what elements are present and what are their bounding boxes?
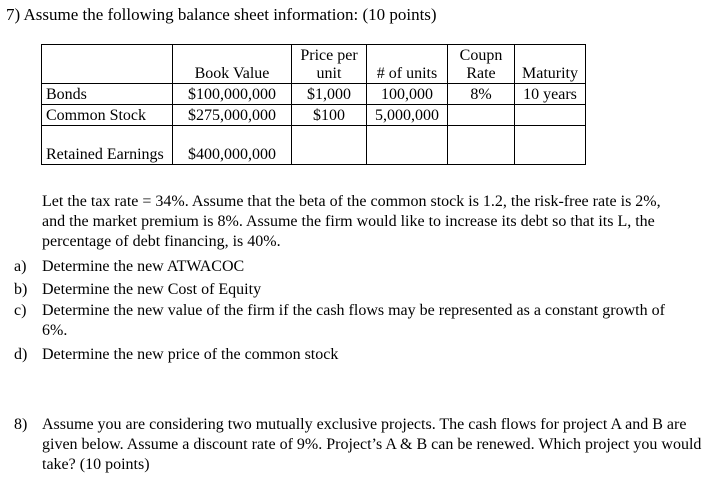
stock-maturity <box>515 105 586 126</box>
stock-book-value: $275,000,000 <box>173 105 292 126</box>
table-row <box>42 105 586 126</box>
stock-coupon <box>448 105 515 126</box>
question-8-text: Assume you are considering two mutually exclusive projects. The cash flows for project A and B are given below. Assume a discount rate of 9%. Project’s A & B can be renewed. Which project you would take? (10 points) <box>42 416 702 473</box>
question-8 <box>14 415 714 475</box>
header-blank-cell <box>42 45 173 84</box>
row-label-bonds: Bonds <box>42 84 173 105</box>
item-d-label: d) <box>14 346 28 363</box>
bonds-price: $1,000 <box>292 84 367 105</box>
question-7-paragraph: Let the tax rate = 34%. Assume that the beta of the common stock is 1.2, the risk-free rate is 2%, and the market premium is 8%. Assume the firm would like to increase its debt so that its L, the percentage of debt financing, is 40%. <box>42 193 661 250</box>
header-coupon-rate: Coupn Rate <box>448 45 515 84</box>
balance-sheet-table <box>41 44 586 165</box>
retained-coupon <box>448 126 515 165</box>
bonds-maturity: 10 years <box>515 84 586 105</box>
list-item <box>14 345 692 365</box>
bonds-coupon: 8% <box>448 84 515 105</box>
item-a-label: a) <box>14 258 27 275</box>
list-item <box>14 280 692 300</box>
header-units: # of units <box>367 45 448 84</box>
table-header-row <box>42 45 586 84</box>
item-c-text: Determine the new value of the firm if the cash flows may be represented as a constant growth of 6%. <box>42 302 665 339</box>
list-item <box>14 257 692 277</box>
retained-price <box>292 126 367 165</box>
list-item <box>14 301 692 341</box>
item-d-text: Determine the new price of the common stock <box>42 346 339 363</box>
header-maturity: Maturity <box>515 45 586 84</box>
bonds-book-value: $100,000,000 <box>173 84 292 105</box>
header-price-per-unit: Price per unit <box>292 45 367 84</box>
row-label-common-stock: Common Stock <box>42 105 173 126</box>
stock-units: 5,000,000 <box>367 105 448 126</box>
retained-units <box>367 126 448 165</box>
retained-maturity <box>515 126 586 165</box>
item-b-label: b) <box>14 281 28 298</box>
bonds-units: 100,000 <box>367 84 448 105</box>
table-row <box>42 84 586 105</box>
item-a-text: Determine the new ATWACOC <box>42 258 245 275</box>
row-label-retained-earnings: Retained Earnings <box>42 126 173 165</box>
retained-book-value: $400,000,000 <box>173 126 292 165</box>
table-row <box>42 126 586 165</box>
item-b-text: Determine the new Cost of Equity <box>42 281 262 298</box>
header-book-value: Book Value <box>173 45 292 84</box>
question-8-label: 8) <box>14 416 28 433</box>
stock-price: $100 <box>292 105 367 126</box>
question-7-header: 7) Assume the following balance sheet information: (10 points) <box>6 5 437 24</box>
item-c-label: c) <box>14 302 27 319</box>
